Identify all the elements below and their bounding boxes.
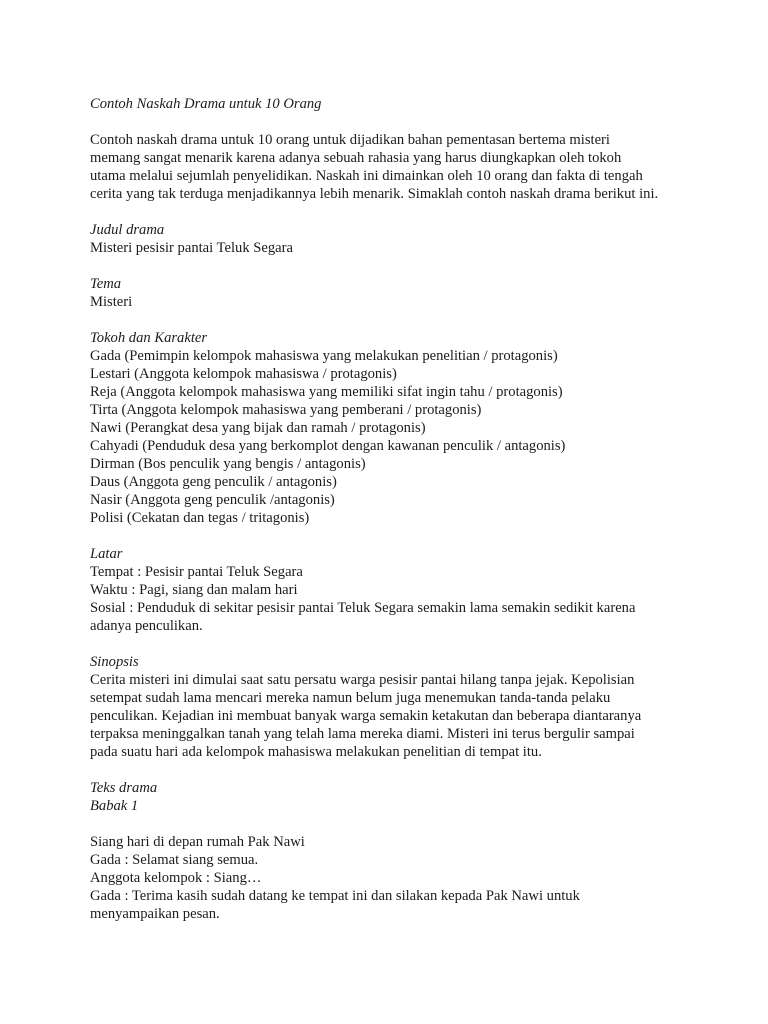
setting-line: adanya penculikan. xyxy=(90,618,203,634)
setting-line: Waktu : Pagi, siang dan malam hari xyxy=(90,582,298,598)
section-value: Misteri xyxy=(90,294,133,310)
script-line: Gada : Terima kasih sudah datang ke tempat ini dan silakan kepada Pak Nawi untuk xyxy=(90,888,580,904)
synopsis-line: terpaksa meninggalkan tanah yang telah lama mereka diami. Misteri ini terus bergulir sampai xyxy=(90,726,635,742)
spacer xyxy=(90,527,700,545)
section-judul xyxy=(90,221,700,257)
intro-line: memang sangat menarik karena adanya sebuah rahasia yang harus diungkapkan oleh tokoh xyxy=(90,150,622,166)
section-heading: Tokoh dan Karakter xyxy=(90,330,208,346)
section-tema xyxy=(90,275,700,311)
character-item: Gada (Pemimpin kelompok mahasiswa yang melakukan penelitian / protagonis) xyxy=(90,348,558,364)
section-heading: Judul drama xyxy=(90,222,165,238)
intro-line: utama melalui sejumlah penyelidikan. Naskah ini dimainkan oleh 10 orang dan fakta di tengah xyxy=(90,168,643,184)
character-item: Dirman (Bos penculik yang bengis / antagonis) xyxy=(90,456,366,472)
document-title: Contoh Naskah Drama untuk 10 Orang xyxy=(90,96,322,112)
spacer xyxy=(90,635,700,653)
section-heading: Latar xyxy=(90,546,123,562)
section-heading: Tema xyxy=(90,276,122,292)
section-teks-drama xyxy=(90,779,700,923)
character-item: Cahyadi (Penduduk desa yang berkomplot dengan kawanan penculik / antagonis) xyxy=(90,438,566,454)
spacer xyxy=(90,203,700,221)
character-item: Nawi (Perangkat desa yang bijak dan ramah / protagonis) xyxy=(90,420,426,436)
character-item: Reja (Anggota kelompok mahasiswa yang memiliki sifat ingin tahu / protagonis) xyxy=(90,384,563,400)
character-item: Daus (Anggota geng penculik / antagonis) xyxy=(90,474,337,490)
script-line: Anggota kelompok : Siang… xyxy=(90,870,262,886)
script-line: Siang hari di depan rumah Pak Nawi xyxy=(90,834,305,850)
setting-line: Sosial : Penduduk di sekitar pesisir pantai Teluk Segara semakin lama semakin sedikit karena xyxy=(90,600,636,616)
synopsis-line: Cerita misteri ini dimulai saat satu persatu warga pesisir pantai hilang tanpa jejak. Kepolisian xyxy=(90,672,635,688)
character-item: Nasir (Anggota geng penculik /antagonis) xyxy=(90,492,335,508)
section-value: Misteri pesisir pantai Teluk Segara xyxy=(90,240,293,256)
intro-line: Contoh naskah drama untuk 10 orang untuk dijadikan bahan pementasan bertema misteri xyxy=(90,132,610,148)
script-line: Gada : Selamat siang semua. xyxy=(90,852,259,868)
section-sinopsis xyxy=(90,653,700,761)
document-page xyxy=(90,95,700,923)
character-item: Tirta (Anggota kelompok mahasiswa yang pemberani / protagonis) xyxy=(90,402,482,418)
spacer xyxy=(90,311,700,329)
spacer xyxy=(90,761,700,779)
spacer xyxy=(90,257,700,275)
intro-line: cerita yang tak terduga menjadikannya lebih menarik. Simaklah contoh naskah drama berikut ini. xyxy=(90,186,659,202)
section-heading: Sinopsis xyxy=(90,654,139,670)
spacer xyxy=(90,113,700,131)
section-heading: Teks drama xyxy=(90,780,158,796)
synopsis-line: setempat sudah lama mencari mereka namun belum juga menemukan tanda-tanda pelaku xyxy=(90,690,611,706)
spacer xyxy=(90,815,700,833)
character-item: Lestari (Anggota kelompok mahasiswa / protagonis) xyxy=(90,366,397,382)
synopsis-line: pada suatu hari ada kelompok mahasiswa melakukan penelitian di tempat itu. xyxy=(90,744,542,760)
section-tokoh xyxy=(90,329,700,527)
intro-paragraph xyxy=(90,131,700,203)
section-latar xyxy=(90,545,700,635)
synopsis-line: penculikan. Kejadian ini membuat banyak warga semakin ketakutan dan beberapa diantaranya xyxy=(90,708,642,724)
script-line: menyampaikan pesan. xyxy=(90,906,220,922)
character-item: Polisi (Cekatan dan tegas / tritagonis) xyxy=(90,510,310,526)
act-heading: Babak 1 xyxy=(90,798,139,814)
setting-line: Tempat : Pesisir pantai Teluk Segara xyxy=(90,564,303,580)
